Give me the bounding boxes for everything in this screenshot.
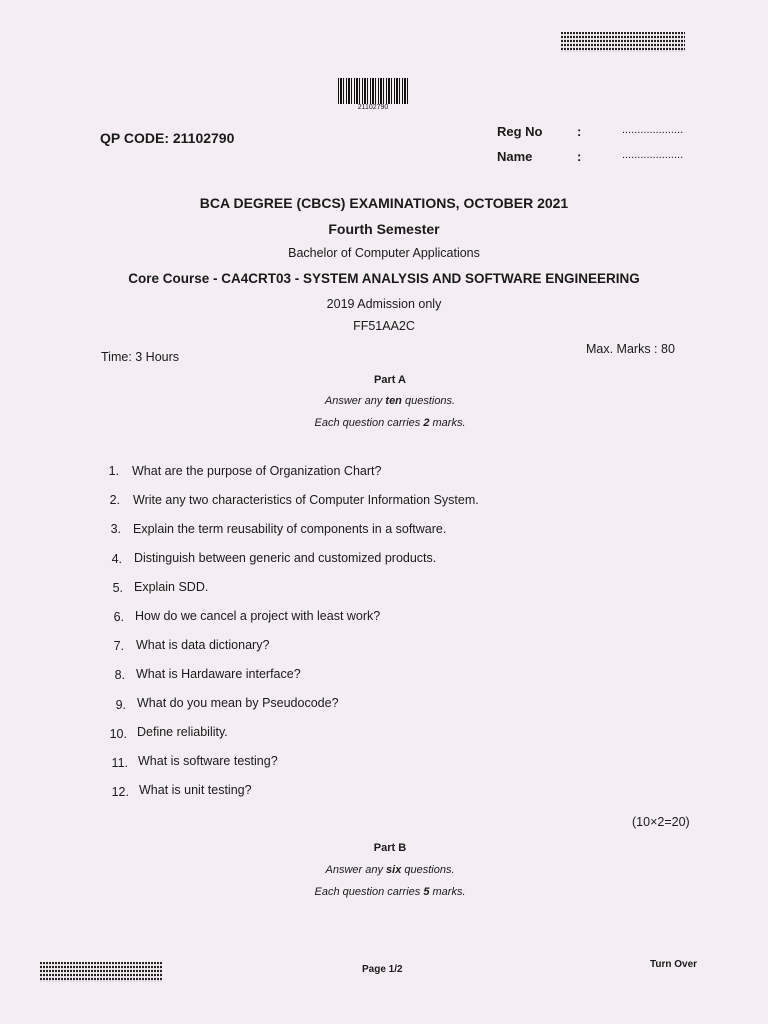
question-text: What is unit testing?	[139, 783, 252, 797]
paper-code: FF51AA2C	[353, 319, 415, 333]
max-marks: Max. Marks : 80	[586, 342, 675, 356]
name-field[interactable]: ....................	[622, 149, 684, 161]
question-text: Define reliability.	[137, 725, 228, 739]
question-number: 11.	[111, 756, 128, 770]
question-text: What is Hardaware interface?	[136, 667, 301, 681]
reg-no-label: Reg No	[497, 124, 543, 139]
name-label: Name	[497, 149, 533, 164]
question-number: 2.	[109, 493, 120, 507]
part-a-total: (10×2=20)	[632, 815, 690, 829]
course-title: Core Course - CA4CRT03 - SYSTEM ANALYSIS AND SOFTWARE ENGINEERING	[128, 271, 640, 286]
question-text: What are the purpose of Organization Chart?	[132, 464, 382, 478]
part-b-instruction-pre: Answer any	[325, 864, 387, 876]
question-text: What is data dictionary?	[136, 638, 270, 652]
bottom-left-barcode	[40, 962, 162, 982]
part-a-instruction-bold: ten	[385, 395, 402, 407]
question-number: 6.	[113, 610, 124, 624]
part-a-marks	[0, 417, 768, 429]
question-text: Write any two characteristics of Computer Information System.	[133, 493, 479, 507]
part-a-instruction-post: questions.	[401, 395, 456, 407]
question-number: 12.	[111, 785, 129, 799]
part-a-marks-pre: Each question carries	[314, 417, 424, 429]
top-right-barcode	[561, 32, 685, 52]
question-text: What is software testing?	[138, 754, 278, 768]
center-barcode	[338, 78, 408, 104]
part-a-marks-bold: 2	[423, 417, 430, 429]
semester: Fourth Semester	[328, 221, 440, 237]
question-number: 9.	[115, 698, 126, 712]
question-text: What do you mean by Pseudocode?	[137, 696, 339, 710]
part-a-instruction	[0, 395, 768, 407]
name-colon: :	[577, 149, 582, 164]
page-number: Page 1/2	[362, 964, 403, 975]
question-number: 5.	[112, 581, 123, 595]
program: Bachelor of Computer Applications	[288, 246, 480, 260]
part-b-heading: Part B	[373, 842, 407, 854]
question-number: 3.	[110, 522, 121, 536]
qp-code: QP CODE: 21102790	[100, 130, 235, 146]
part-b-marks-post: marks.	[429, 886, 466, 898]
question-number: 4.	[111, 552, 122, 566]
question-number: 8.	[114, 668, 125, 682]
part-b-marks-bold: 5	[423, 886, 430, 898]
reg-no-colon: :	[577, 124, 582, 139]
question-text: Explain the term reusability of components in a software.	[133, 522, 447, 536]
question-number: 1.	[108, 464, 119, 478]
exam-title: BCA DEGREE (CBCS) EXAMINATIONS, OCTOBER 2021	[199, 195, 569, 211]
part-b-marks	[0, 886, 768, 898]
part-a-instruction-pre: Answer any	[324, 395, 386, 407]
reg-no-field[interactable]: ....................	[622, 124, 684, 136]
question-text: How do we cancel a project with least work?	[135, 609, 381, 623]
admission: 2019 Admission only	[326, 297, 442, 311]
part-a-heading: Part A	[374, 374, 406, 386]
question-text: Distinguish between generic and customized products.	[134, 551, 437, 565]
part-b-instruction	[0, 864, 768, 876]
time: Time: 3 Hours	[101, 350, 180, 364]
question-number: 10.	[109, 727, 127, 741]
turn-over: Turn Over	[650, 959, 698, 970]
part-b-instruction-post: questions.	[401, 864, 455, 876]
part-b-instruction-bold: six	[386, 864, 402, 876]
question-text: Explain SDD.	[134, 580, 209, 594]
part-a-marks-post: marks.	[429, 417, 466, 429]
barcode-number: 21102790	[357, 104, 389, 111]
question-number: 7.	[113, 639, 124, 653]
part-b-marks-pre: Each question carries	[314, 886, 424, 898]
